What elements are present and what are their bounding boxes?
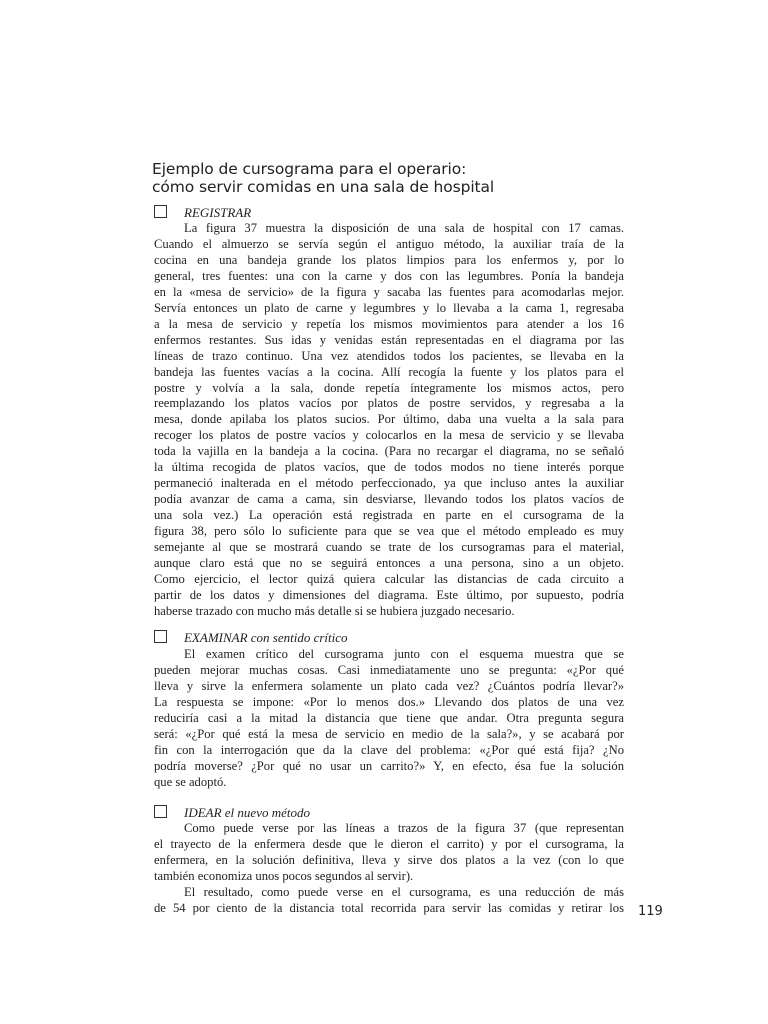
heading-registrar [154,205,251,221]
text-line: cocina en una bandeja grande los platos limpios para los enfermos y, por lo [154,252,624,267]
text-line: podría moverse? ¿Por qué no usar un carrito?» Y, en efecto, ésa fue la solución [154,758,624,773]
page-number: 119 [638,904,663,919]
text-line: el trayecto de la enfermera desde que le dieron el carrito) y por el cursograma, la [154,836,624,851]
text-line: reduciría casi a la mitad la distancia que tiene que andar. Otra pregunta segura [154,710,624,725]
text-line: semejante al que se mostrará cuando se trate de los cursogramas para el material, [154,540,624,555]
text-line: la última recogida de platos vacíos, que de todos modos no tiene interés porque [154,460,624,475]
heading-idear [154,805,310,821]
text-line: El examen crítico del cursograma junto con el esquema muestra que se [184,647,624,661]
text-line: que se adoptó. [154,774,227,789]
text-line: reemplazando los platos vacíos por platos de postre servidos, y regresaba a la [154,396,624,411]
text-line: enfermos restantes. Sus idas y venidas están representadas en el diagrama por las [154,332,624,347]
text-line: enfermera, en la solución definitiva, lleva y sirve dos platos a la vez (con lo que [154,852,624,867]
text-line: será: «¿Por qué está la mesa de servicio en medio de la sala?», y se acabará por [154,726,624,741]
text-line: aunque claro está que no se seguirá entonces a una persona, sino a un objeto. [154,556,624,571]
text-line: figura 38, pero sólo lo suficiente para que se vea que el método empleado es muy [154,524,624,539]
text-line: general, tres fuentes: una con la carne y dos con las legumbres. Ponía la bandeja [154,268,624,283]
heading-idear-label: IDEAR el nuevo método [184,805,310,820]
text-line: líneas de trazo continuo. Una vez atendidos todos los pacientes, se llevaba en la [154,348,624,363]
paragraph-examinar [154,647,624,791]
text-line: haberse trazado con mucho más detalle si se hubiera juzgado necesario. [154,603,515,618]
text-line: Como puede verse por las líneas a trazos de la figura 37 (que representan [184,821,624,835]
heading-registrar-label: REGISTRAR [184,205,252,220]
text-line: podía avanzar de cama a cama, sin desviarse, llevando todos los platos vacíos de [154,492,624,507]
text-line: también economiza unos pocos segundos al servir). [154,868,414,883]
text-line: en la «mesa de servicio» de la figura y sacaba las fuentes para acomodarlas mejor. [154,284,624,299]
text-line: La respuesta se impone: «Por lo menos dos.» Llevando dos platos de una vez [154,694,624,709]
text-line: partir de los datos y dimensiones del diagrama. Este último, por supuesto, podría [154,587,624,602]
checkbox-icon [154,630,167,643]
text-line: una sola vez.) La operación está registrada en parte en el cursograma de la [154,508,624,523]
text-line: recoger los platos de postre vacíos y colocarlos en la mesa de servicio y se llevaba [154,428,624,443]
text-line: La figura 37 muestra la disposición de una sala de hospital con 17 camas. [184,221,624,235]
text-line: a la mesa de servicio y repetía los mismos movimientos para atender a los 16 [154,316,624,331]
text-line: Como ejercicio, el lector quizá quiera calcular las distancias de cada circuito a [154,571,624,586]
title-line-1: Ejemplo de cursograma para el operario: [152,160,467,178]
text-line: Servía entonces un plato de carne y legumbres y lo llevaba a la cama 1, regresaba [154,300,624,315]
heading-examinar [154,630,348,646]
text-line: pueden mejorar muchas cosas. Casi inmediatamente uno se pregunta: «¿Por qué [154,662,624,677]
checkbox-icon [154,805,167,818]
text-line: mesa, donde apilaba los platos sucios. Por último, daba una vuelta a la sala para [154,412,624,427]
text-line: Cuando el almuerzo se servía según el antiguo método, la auxiliar traía de la [154,236,624,251]
text-line: de 54 por ciento de la distancia total recorrida para servir las comidas y retirar los [154,900,624,915]
section-title [152,160,632,196]
checkbox-icon [154,205,167,218]
heading-examinar-label: EXAMINAR con sentido crítico [184,630,348,645]
text-line: lleva y sirve la enfermera solamente un plato cada vez? ¿Cuántos podría llevar?» [154,678,624,693]
text-line: fin con la interrogación que da la clave del problema: «¿Por qué está fija? ¿No [154,742,624,757]
text-line: toda la vajilla en la bandeja a la cocina. (Para no recargar el diagrama, no se señaló [154,444,624,459]
text-line: El resultado, como puede verse en el cursograma, es una reducción de más [184,884,624,899]
text-line: bandeja las fuentes vacías a la cocina. Allí recogía la fuente y los platos para el [154,364,624,379]
text-line: permaneció inalterada en el método perfeccionado, ya que incluso antes la auxiliar [154,476,624,491]
title-line-2: cómo servir comidas en una sala de hospital [152,178,495,196]
text-line: postre y volvía a la sala, donde repetía íntegramente los mismos actos, pero [154,380,624,395]
paragraph-registrar [154,221,624,620]
paragraph-idear [154,821,624,917]
